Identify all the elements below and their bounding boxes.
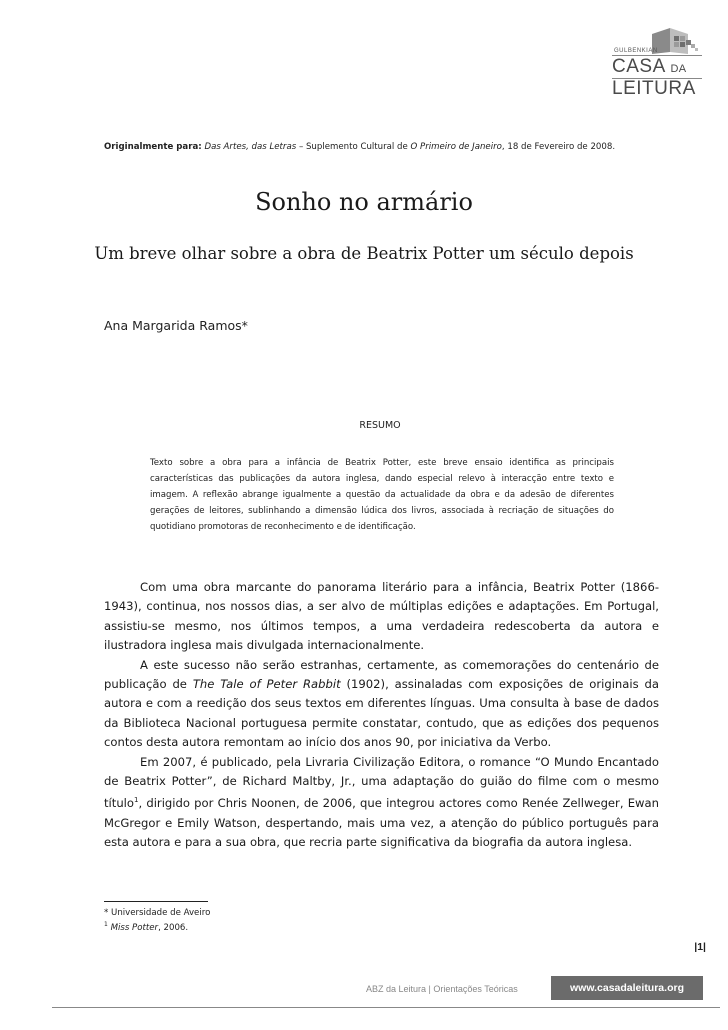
logo-leitura: LEITURA: [612, 78, 696, 99]
abstract-text: Texto sobre a obra para a infância de Beatrix Potter, este breve ensaio identifica as principais características das publicações da autora inglesa, dando especial relevo à interacção entre texto e imagem. A reflexão abrange igualmente a questão da actualidade da obra e da adesão de diferentes gerações de leitores, sublinhando a dimensão lúdica dos livros, associada à recriação de situações do quotidiano promotoras de reconhecimento e de identificação.: [150, 458, 614, 532]
body-paragraph: A este sucesso não serão estranhas, certamente, as comemorações do centenário de publicação de The Tale of Peter Rabbit (1902), assinaladas com exposições de originais da autora e com a reedição dos seus textos em diferentes línguas. Uma consulta à base de dados da Biblioteca Nacional portuguesa permite constatar, contudo, que as edições dos pequenos contos desta autora remontam ao início dos anos 90, por iniciativa da Verbo.: [104, 657, 659, 750]
article-body: [104, 578, 659, 853]
footnote-1: $^1$ Miss Potter, 2006.: [104, 921, 189, 933]
footnote-affiliation: * Universidade de Aveiro: [104, 908, 211, 918]
footer-divider: [52, 1007, 720, 1008]
logo-casa: CASA DA: [612, 56, 687, 77]
logo-gulbenkian: GULBENKIAN: [614, 48, 658, 54]
abstract-heading: RESUMO: [359, 420, 401, 431]
origin-note: Originalmente para: Das Artes, das Letras – Suplemento Cultural de O Primeiro de Janeiro, 18 de Fevereiro de 2008.: [104, 142, 616, 152]
page-number: |1|: [694, 941, 706, 953]
body-paragraph: Em 2007, é publicado, pela Livraria Civilização Editora, o romance “O Mundo Encantado de Beatrix Potter”, de Richard Maltby, Jr., uma adaptação do guião do filme com o mesmo título$^1$, dirigido por Chris Noonen, de 2006, que integrou actores como Renée Zellweger, Ewan McGregor e Emily Watson, despertando, mais uma vez, a atenção do público português para esta autora e para a sua obra, que recria parte significativa da biografia da autora inglesa.: [104, 754, 659, 850]
footer-website-link[interactable]: www.casadaleitura.org: [551, 976, 703, 1000]
article-title: Sonho no armário: [255, 188, 473, 216]
author-name: Ana Margarida Ramos*: [104, 318, 248, 333]
footer-series-label: ABZ da Leitura | Orientações Teóricas: [366, 984, 518, 994]
body-paragraph: Com uma obra marcante do panorama literário para a infância, Beatrix Potter (1866-1943), continua, nos nossos dias, a ser alvo de múltiplas edições e adaptações. Em Portugal, assistiu-se mesmo, nos últimos tempos, a uma verdadeira redescoberta da autora e ilustradora inglesa mais divulgada internacionalmente.: [104, 580, 659, 653]
article-subtitle: Um breve olhar sobre a obra de Beatrix Potter um século depois: [94, 244, 634, 263]
footnote-divider: [104, 901, 208, 902]
casa-da-leitura-logo: [600, 22, 710, 107]
